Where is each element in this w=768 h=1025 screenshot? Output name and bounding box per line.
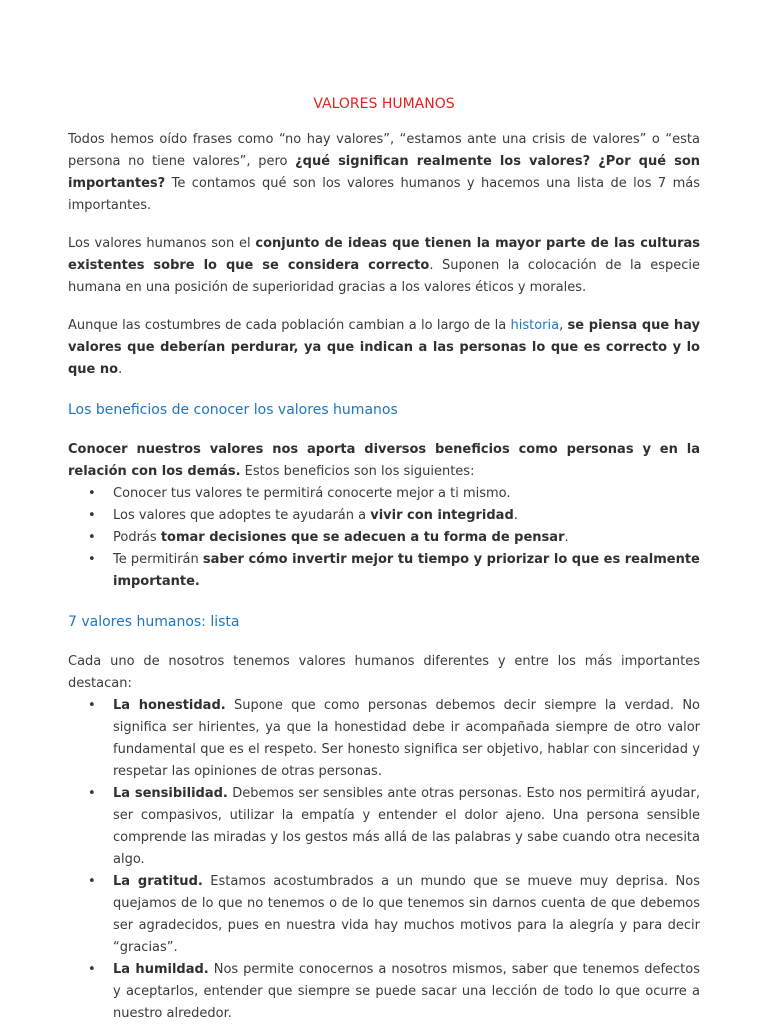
value-term: La gratitud.	[113, 874, 203, 889]
values-list	[68, 695, 700, 1025]
benefit-item-text: Los valores que adoptes te ayudarán a	[113, 508, 371, 523]
definition-text-1: Los valores humanos son el	[68, 236, 256, 251]
intro-question: ¿qué significan realmente los valores? ¿Por qué son importantes?	[68, 154, 700, 191]
benefits-lead-bold: Conocer nuestros valores nos aporta diversos beneficios como personas y en la relación con los demás.	[68, 442, 700, 479]
customs-text-1: Aunque las costumbres de cada población cambian a lo largo de la	[68, 318, 511, 333]
benefit-item-text: .	[513, 508, 518, 523]
value-term: La sensibilidad.	[113, 786, 228, 801]
value-description: Nos permite conocernos a nosotros mismos, saber que tenemos defectos y aceptarlos, entender que siempre se puede sacar una lección de todo lo que ocurre a nuestro alrededor.	[113, 962, 700, 1021]
value-description: Estamos acostumbrados a un mundo que se mueve muy deprisa. Nos quejamos de lo que no tenemos o de lo que tenemos sin darnos cuenta de que debemos ser agradecidos, pues en nuestra vida hay muchos motivos para la alegría y para decir “gracias”.	[113, 874, 700, 955]
definition-paragraph	[68, 233, 700, 299]
benefit-item	[88, 483, 700, 505]
list-lead: Cada uno de nosotros tenemos valores humanos diferentes y entre los más importantes destacan:	[68, 654, 700, 691]
benefit-item	[88, 549, 700, 593]
definition-bold: conjunto de ideas que tienen la mayor parte de las culturas existentes sobre lo que se considera correcto	[68, 236, 700, 273]
benefit-item-text: Te permitirán	[113, 552, 203, 567]
benefit-item-text: Podrás	[113, 530, 161, 545]
benefit-item-bold: saber cómo invertir mejor tu tiempo y priorizar lo que es realmente importante.	[113, 552, 700, 589]
benefits-lead	[68, 439, 700, 483]
value-term: La humildad.	[113, 962, 209, 977]
list-heading: 7 valores humanos: lista	[68, 614, 240, 630]
customs-text-3: .	[118, 362, 123, 377]
benefits-lead-text: Estos beneficios son los siguientes:	[240, 464, 475, 479]
customs-paragraph	[68, 315, 700, 381]
benefit-item-bold: vivir con integridad	[370, 508, 514, 523]
benefits-list	[68, 483, 700, 593]
customs-bold: se piensa que hay valores que deberían perdurar, ya que indican a las personas lo que es correcto y lo que no	[68, 318, 700, 377]
value-item	[88, 695, 700, 783]
intro-text-1: Todos hemos oído frases como “no hay valores”, “estamos ante una crisis de valores” o “esta persona no tiene valores”, pero	[68, 132, 700, 169]
benefit-item	[88, 527, 700, 549]
value-item	[88, 959, 700, 1025]
value-item	[88, 871, 700, 959]
page-title: VALORES HUMANOS	[313, 96, 455, 112]
value-term: La honestidad.	[113, 698, 226, 713]
value-description: Debemos ser sensibles ante otras personas. Esto nos permitirá ayudar, ser compasivos, utilizar la empatía y entender el dolor ajeno. Una persona sensible comprende las miradas y los gestos más allá de las palabras y sabe cuando otra necesita algo.	[113, 786, 700, 867]
intro-text-2: Te contamos qué son los valores humanos y hacemos una lista de los 7 más importantes.	[68, 176, 700, 213]
benefit-item	[88, 505, 700, 527]
definition-text-2: . Suponen la colocación de la especie humana en una posición de superioridad gracias a los valores éticos y morales.	[68, 258, 700, 295]
customs-text-2: ,	[559, 318, 568, 333]
document-body	[68, 92, 700, 1025]
historia-link[interactable]: historia	[510, 318, 560, 333]
benefit-item-bold: tomar decisiones que se adecuen a tu forma de pensar	[160, 530, 565, 545]
benefit-item-text: .	[564, 530, 569, 545]
benefits-heading: Los beneficios de conocer los valores humanos	[68, 402, 398, 418]
intro-paragraph	[68, 129, 700, 217]
value-description: Supone que como personas debemos decir siempre la verdad. No significa ser hirientes, ya que la honestidad debe ir acompañada siempre de otro valor fundamental que es el respeto. Ser honesto significa ser objetivo, hablar con sinceridad y respetar las opiniones de otras personas.	[113, 698, 700, 779]
value-item	[88, 783, 700, 871]
benefit-item-text: Conocer tus valores te permitirá conocerte mejor a ti mismo.	[113, 486, 511, 501]
